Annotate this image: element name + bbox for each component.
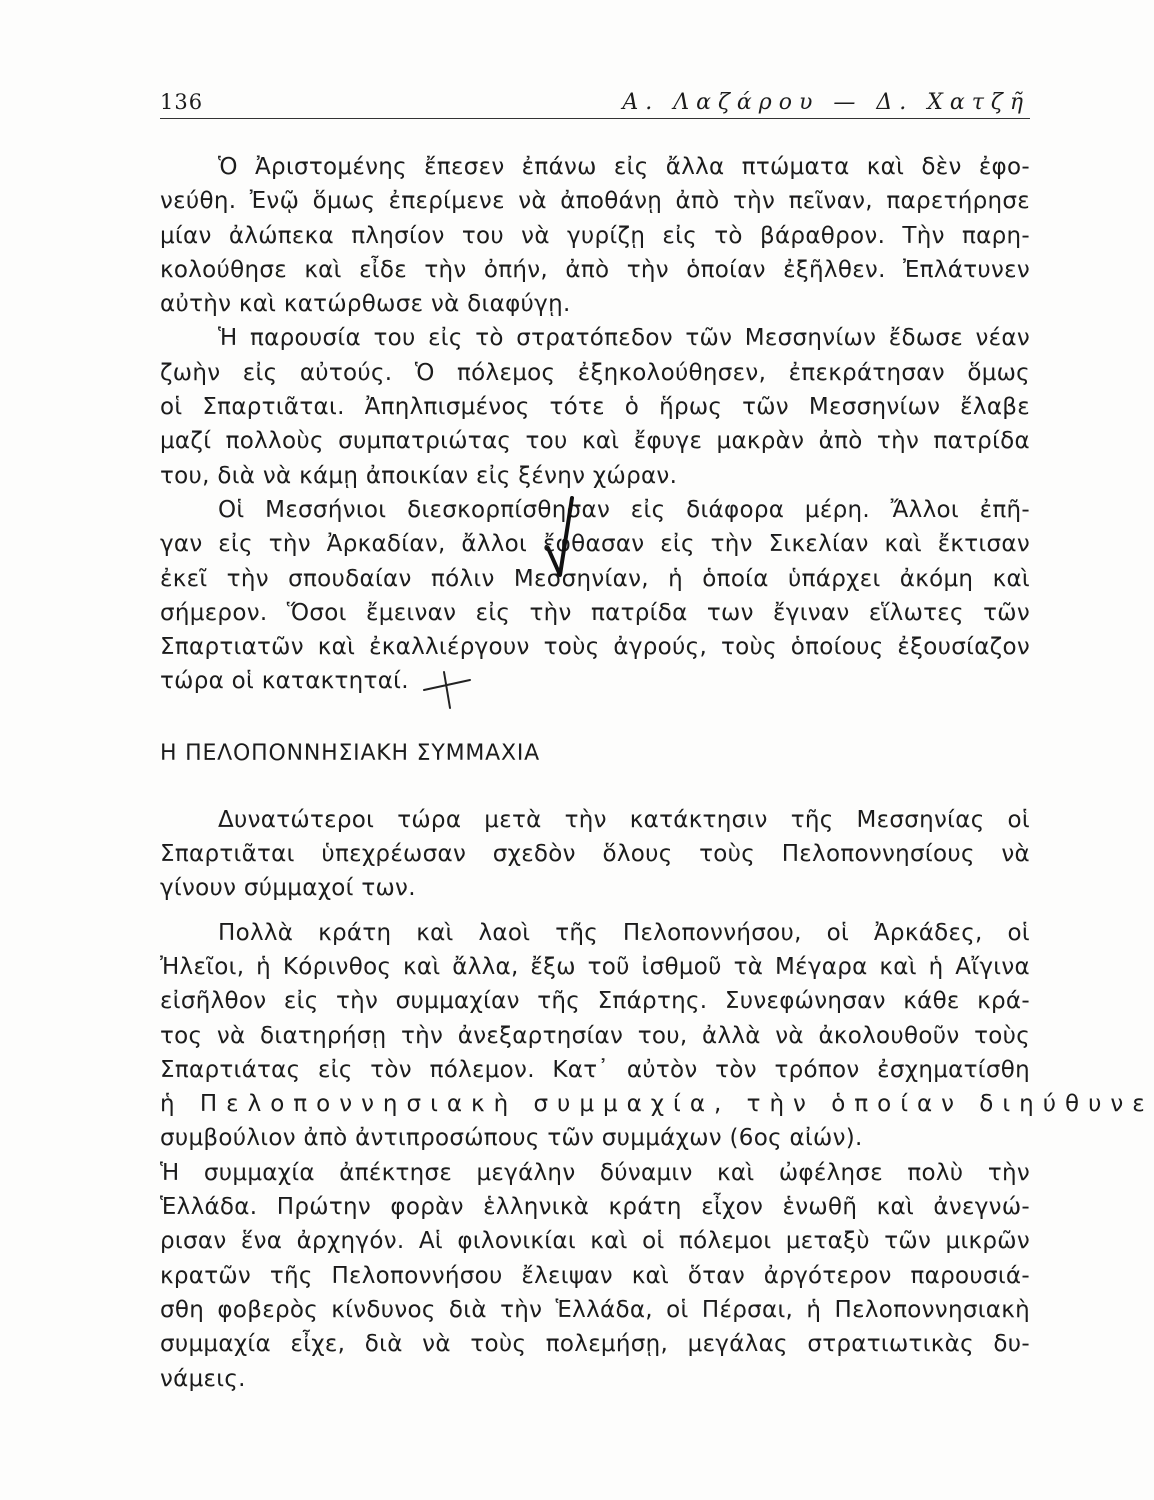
text-line: ἐκεῖ τὴν σπουδαίαν πόλιν Μεσσηνίαν, ἡ ὁποία ὑπάρχει ἀκόμη καὶ: [160, 565, 1030, 592]
text-line: ρισαν ἕνα ἀρχηγόν. Αἱ φιλονικίαι καὶ οἱ πόλεμοι μεταξὺ τῶν μικρῶν: [160, 1228, 1030, 1255]
paragraph-gap: [160, 906, 1030, 916]
text-line: Ὁ Ἀριστομένης ἔπεσεν ἐπάνω εἰς ἄλλα πτώματα καὶ δὲν ἐφο-: [218, 154, 1030, 180]
text-line: Ἑλλάδα. Πρώτην φορὰν ἑλληνικὰ κράτη εἶχον ἑνωθῆ καὶ ἀνεγνώ-: [160, 1194, 1030, 1221]
paragraph: [160, 493, 1030, 699]
paragraph: [160, 321, 1030, 492]
paragraph: [160, 803, 1030, 906]
text-line: κολούθησε καὶ εἶδε τὴν ὀπήν, ἀπὸ τὴν ὁποίαν ἐξῆλθεν. Ἐπλάτυνεν: [160, 256, 1030, 283]
text-line: του, διὰ νὰ κάμῃ ἀποικίαν εἰς ξένην χώραν.: [160, 462, 678, 489]
text-line: συμμαχία εἶχε, διὰ νὰ τοὺς πολεμήσῃ, μεγάλας στρατιωτικὰς δυ-: [160, 1331, 1030, 1358]
text-line: μαζί πολλοὺς συμπατριώτας του καὶ ἔφυγε μακρὰν ἀπὸ τὴν πατρίδα: [160, 428, 1030, 455]
text-line: σήμερον. Ὅσοι ἔμειναν εἰς τὴν πατρίδα των ἔγιναν εἵλωτες τῶν: [160, 599, 1030, 626]
text-line: Οἱ Μεσσήνιοι διεσκορπίσθησαν εἰς διάφορα μέρη. Ἄλλοι ἐπῆ-: [218, 496, 1030, 523]
text-line: κρατῶν τῆς Πελοποννήσου ἔλειψαν καὶ ὅταν ἀργότερον παρουσιά-: [160, 1262, 1030, 1289]
paragraph: [160, 150, 1030, 321]
text-line: Σπαρτιάτας εἰς τὸν πόλεμον. Κατ᾽ αὐτὸν τὸν τρόπον ἐσχηματίσθη: [160, 1056, 1030, 1083]
running-head: [160, 88, 1030, 119]
text-line: Ἠλεῖοι, ἡ Κόρινθος καὶ ἄλλα, ἔξω τοῦ ἰσθμοῦ τὰ Μέγαρα καὶ ἡ Αἴγινα: [160, 953, 1030, 980]
text-line: οἱ Σπαρτιᾶται. Ἀπηλπισμένος τότε ὁ ἥρως τῶν Μεσσηνίων ἔλαβε: [160, 394, 1030, 421]
text-line: γαν εἰς τὴν Ἀρκαδίαν, ἄλλοι ἔφθασαν εἰς τὴν Σικελίαν καὶ ἔκτισαν: [160, 531, 1030, 558]
text-line: Σπαρτιατῶν καὶ ἐκαλλιέργουν τοὺς ἀγρούς, τοὺς ὁποίους ἐξουσίαζον: [160, 634, 1030, 661]
text-line: Δυνατώτεροι τώρα μετὰ τὴν κατάκτησιν τῆς Μεσσηνίας οἱ: [218, 806, 1030, 833]
paragraph: [160, 1156, 1030, 1396]
text-line: εἰσῆλθον εἰς τὴν συμμαχίαν τῆς Σπάρτης. Συνεφώνησαν κάθε κρά-: [160, 988, 1030, 1015]
text-line: Ἡ παρουσία του εἰς τὸ στρατόπεδον τῶν Μεσσηνίων ἔδωσε νέαν: [218, 325, 1030, 352]
text-line: τος νὰ διατηρήσῃ τὴν ἀνεξαρτησίαν του, ἀλλὰ νὰ ἀκολουθοῦν τοὺς: [160, 1022, 1030, 1049]
body-text: [160, 150, 1154, 1396]
text-line: Σπαρτιᾶται ὑπεχρέωσαν σχεδὸν ὅλους τοὺς Πελοποννησίους νὰ: [160, 841, 1030, 868]
text-line: συμβούλιον ἀπὸ ἀντιπροσώπους τῶν συμμάχων (6ος αἰών).: [160, 1125, 863, 1152]
text-line: Πολλὰ κράτη καὶ λαοὶ τῆς Πελοποννήσου, οἱ Ἀρκάδες, οἱ: [218, 919, 1030, 946]
text-line: τώρα οἱ κατακτηταί.: [160, 668, 409, 695]
text-line: αὐτὴν καὶ κατώρθωσε νὰ διαφύγῃ.: [160, 291, 571, 318]
running-title: Α. Λαζάρου — Δ. Χατζῆ: [622, 90, 1030, 115]
paragraph: [160, 916, 1154, 1156]
text-line: μίαν ἀλώπεκα πλησίον του νὰ γυρίζῃ εἰς τὸ βάραθρον. Τὴν παρη-: [160, 222, 1030, 249]
text-line: νεύθη. Ἐνῷ ὅμως ἐπερίμενε νὰ ἀποθάνῃ ἀπὸ τὴν πεῖναν, παρετήρησε: [160, 188, 1030, 215]
page-number: 136: [160, 90, 204, 114]
text-line: ζωὴν εἰς αὐτούς. Ὁ πόλεμος ἐξηκολούθησεν, ἐπεκράτησαν ὅμως: [160, 359, 1030, 386]
text-line: γίνουν σύμμαχοί των.: [160, 875, 416, 902]
text-line: ἡ Πελοποννησιακὴ συμμαχία, τὴν ὁποίαν διηύθυνε: [160, 1091, 1154, 1118]
text-line: νάμεις.: [160, 1365, 246, 1392]
text-line: Ἡ συμμαχία ἀπέκτησε μεγάλην δύναμιν καὶ ὠφέλησε πολὺ τὴν: [160, 1159, 1030, 1186]
text-line: σθη φοβερὸς κίνδυνος διὰ τὴν Ἑλλάδα, οἱ Πέρσαι, ἡ Πελοποννησιακὴ: [160, 1296, 1030, 1323]
section-heading: Η ΠΕΛΟΠΟΝΝΗΣΙΑΚΗ ΣΥΜΜΑΧΙΑ: [160, 740, 541, 766]
